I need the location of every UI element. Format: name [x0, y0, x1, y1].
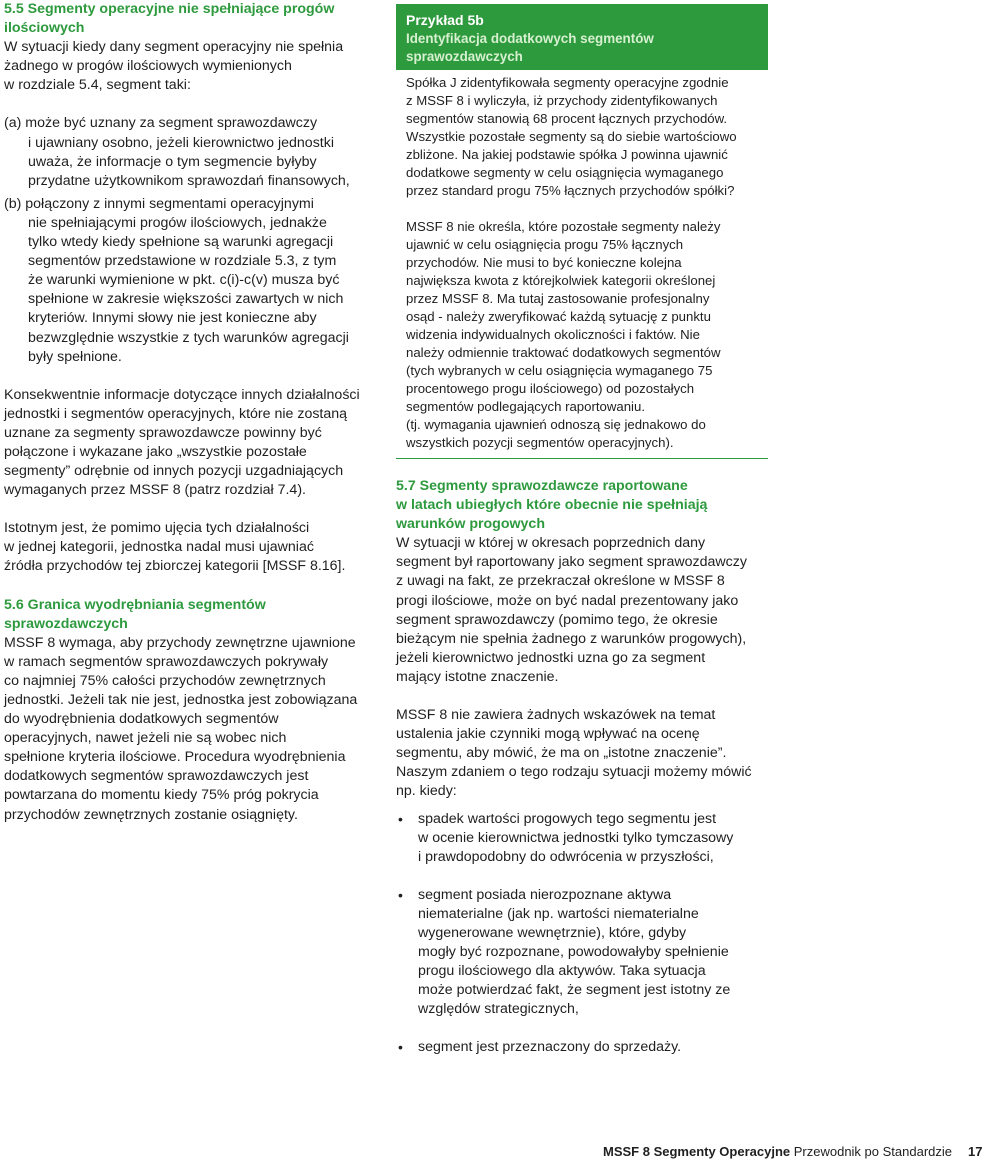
bullet-item — [396, 810, 768, 867]
text-line: W sytuacji kiedy dany segment operacyjny nie spełnia — [4, 39, 344, 56]
text-line: przychodów. Nie musi to być konieczne kolejna — [406, 255, 682, 270]
text-line: segmentu, aby mówić, że ma on „istotne znaczenie”. — [396, 745, 727, 762]
text-line: żadnego w progów ilościowych wymienionych — [4, 58, 292, 75]
bullet-marker: • — [398, 810, 403, 827]
text-line: MSSF 8 wymaga, aby przychody zewnętrzne ujawnione — [4, 634, 356, 651]
text-line: (a) może być uznany za segment sprawozdawczy — [4, 115, 318, 132]
text-line: co najmniej 75% całości przychodów zewnętrznych — [4, 672, 326, 689]
text-line: segmentów stanowią 68 procent łącznych przychodów. — [406, 111, 728, 126]
text-line: mogły być rozpoznane, powodowałyby spełnienie — [418, 944, 729, 961]
text-line: kryteriów. Innymi słowy nie jest konieczne aby — [28, 310, 317, 327]
page-number: 17 — [968, 1144, 982, 1159]
section-5-6-body — [4, 634, 372, 825]
text-line: segmenty” odrębnie od innych pozycji uzgadniających — [4, 463, 344, 480]
footer-title-bold: MSSF 8 Segmenty Operacyjne — [603, 1144, 791, 1159]
section-5-7-body — [396, 534, 768, 687]
text-line: niematerialne (jak np. wartości niematerialne — [418, 905, 699, 922]
text-line: zbliżone. Na jakiej podstawie spółka J powinna ujawnić — [406, 147, 728, 162]
example-title: Przykład 5b — [406, 12, 484, 28]
text-line: segmentów przedstawione w rozdziale 5.3, z tym — [28, 253, 337, 270]
text-line: największa kwota z którejkolwiek kategorii określonej — [406, 273, 716, 288]
footer-title-rest: Przewodnik po Standardzie — [790, 1144, 952, 1159]
text-line: W sytuacji w której w okresach poprzednich dany — [396, 535, 706, 552]
example-subtitle — [406, 30, 758, 66]
section-5-5-heading — [4, 0, 372, 38]
text-line: może potwierdzać fakt, że segment jest istotny ze — [418, 982, 731, 999]
text-line: segment sprawozdawczy (pomimo tego, że okresie — [396, 611, 718, 628]
text-line: Wszystkie pozostałe segmenty są do siebie wartościowo — [406, 129, 737, 144]
text-line: MSSF 8 nie określa, które pozostałe segmenty należy — [406, 219, 721, 234]
text-line: osąd - należy zweryfikować każdą sytuację z punktu — [406, 309, 711, 324]
heading-line: 5.6 Granica wyodrębniania segmentów — [4, 596, 266, 613]
text-line: połączone i wykazane jako „wszystkie pozostałe — [4, 443, 307, 460]
text-line: progi ilościowe, może on być nadal prezentowany jako — [396, 592, 739, 609]
text-line: (b) połączony z innymi segmentami operacyjnymi — [4, 195, 314, 212]
text-line: przez standard progu 75% łącznych przychodów spółki? — [406, 183, 735, 198]
text-line: powtarzana do momentu kiedy 75% próg pokrycia — [4, 787, 319, 804]
text-line: z uwagi na fakt, ze przekraczał określone w MSSF 8 — [396, 573, 725, 590]
text-line: dodatkowe segmenty w celu osiągnięcia wymaganego — [406, 165, 724, 180]
text-line: segment posiada nierozpoznane aktywa — [418, 886, 672, 903]
text-line: widzenia indywidualnych okoliczności i faktów. Nie — [406, 327, 700, 342]
heading-line: w latach ubiegłych które obecnie nie spełniają — [396, 497, 708, 514]
example-body — [396, 70, 768, 452]
bullet-item — [396, 1038, 768, 1057]
left-column — [4, 0, 372, 825]
paragraph-consequently — [4, 386, 372, 501]
text-line: (tych wybranych w celu osiągnięcia wymaganego 75 — [406, 363, 713, 378]
text-line: jeżeli kierownictwo jednostki uzna go za segment — [396, 649, 706, 666]
text-line: nie spełniającymi progów ilościowych, jednakże — [28, 214, 327, 231]
text-line: segment jest przeznaczony do sprzedaży. — [418, 1039, 682, 1056]
text-line: wymaganych przez MSSF 8 (patrz rozdział 7.4). — [4, 482, 306, 499]
subtitle-line: sprawozdawczych — [406, 49, 523, 64]
text-line: uznane za segmenty sprawozdawcze powinny być — [4, 424, 322, 441]
text-line: do wyodrębnienia dodatkowych segmentów — [4, 711, 279, 728]
text-line: segmentów podlegających raportowaniu. — [406, 399, 645, 414]
text-line: Istotnym jest, że pomimo ujęcia tych działalności — [4, 520, 310, 537]
text-line: uważa, że informacje o tym segmencie byłyby — [28, 153, 317, 170]
text-line: względów strategicznych, — [418, 1001, 579, 1018]
text-line: dodatkowych segmentów sprawozdawczych jest — [4, 768, 309, 785]
section-5-7-heading — [396, 477, 768, 534]
text-line: mający istotne znaczenie. — [396, 668, 559, 685]
text-line: procentowego progu ilościowego) od pozostałych — [406, 381, 695, 396]
text-line: jednostki i segmentów operacyjnych, które nie zostaną — [4, 405, 348, 422]
text-line: ustalenia jakie czynniki mogą wpływać na ocenę — [396, 726, 700, 743]
text-line: Konsekwentnie informacje dotyczące innych działalności — [4, 386, 360, 403]
page-footer — [603, 1143, 982, 1161]
text-line: i ujawniany osobno, jeżeli kierownictwo jednostki — [28, 134, 334, 151]
text-line: wygenerowane wewnętrznie), które, gdyby — [418, 924, 687, 941]
right-column — [396, 0, 768, 1058]
bullet-item — [396, 886, 768, 1020]
text-line: progu ilościowego dla aktywów. Taka sytuacja — [418, 963, 706, 980]
text-line: przydatne użytkownikom sprawozdań finansowych, — [28, 172, 350, 189]
text-line: Naszym zdaniem o tego rodzaju sytuacji możemy mówić — [396, 764, 752, 781]
text-line: jednostki. Jeżeli tak nie jest, jednostka jest zobowiązana — [4, 692, 358, 708]
text-line: były spełnione. — [28, 348, 122, 365]
example-header — [396, 4, 768, 70]
text-line: spełnione w zakresie większości zawartych w nich — [28, 291, 344, 308]
text-line: w ocenie kierownictwa jednostki tylko tymczasowy — [418, 829, 734, 846]
text-line: spadek wartości progowych tego segmentu jest — [418, 810, 717, 827]
text-line: wszystkich pozycji segmentów operacyjnych). — [406, 435, 674, 450]
heading-line: ilościowych — [4, 20, 85, 37]
example-question — [406, 74, 768, 200]
text-line: np. kiedy: — [396, 783, 457, 800]
text-line: MSSF 8 nie zawiera żadnych wskazówek na temat — [396, 707, 716, 724]
text-line: segment był raportowany jako segment sprawozdawczy — [396, 554, 747, 571]
bullet-marker: • — [398, 886, 403, 903]
text-line: ujawnić w celu osiągnięcia progu 75% łącznych — [406, 237, 684, 252]
list-item-b — [4, 195, 372, 367]
text-line: w ramach segmentów sprawozdawczych pokrywały — [4, 653, 329, 670]
text-line: Spółka J zidentyfikowała segmenty operacyjne zgodnie — [406, 75, 729, 90]
section-5-6-heading — [4, 596, 372, 634]
list-item-a — [4, 114, 372, 190]
text-line: należy odmiennie traktować dodatkowych segmentów — [406, 345, 721, 360]
subtitle-line: Identyfikacja dodatkowych segmentów — [406, 31, 654, 46]
paragraph-important — [4, 519, 372, 576]
text-line: bieżącym nie spełnia żadnego z warunków progowych), — [396, 630, 747, 647]
text-line: w jednej kategorii, jednostka nadal musi ujawniać — [4, 539, 314, 556]
text-line: spełnione kryteria ilościowe. Procedura wyodrębnienia — [4, 749, 346, 766]
paragraph-no-guidance — [396, 706, 768, 801]
heading-line: warunków progowych — [396, 516, 545, 533]
text-line: źródła przychodów tej zbiorczej kategorii [MSSF 8.16]. — [4, 558, 346, 575]
text-line: w rozdziale 5.4, segment taki: — [4, 77, 191, 94]
text-line: operacyjnych, nawet jeżeli nie są wobec nich — [4, 730, 287, 747]
text-line: (tj. wymagania ujawnień odnoszą się jednakowo do — [406, 417, 706, 432]
heading-line: 5.7 Segmenty sprawozdawcze raportowane — [396, 478, 688, 494]
text-line: przychodów zewnętrznych zostanie osiągnięty. — [4, 806, 298, 823]
bullet-marker: • — [398, 1039, 403, 1056]
heading-line: 5.5 Segmenty operacyjne nie spełniające progów — [4, 1, 335, 17]
example-answer — [406, 218, 768, 452]
example-box — [396, 4, 768, 459]
text-line: przez MSSF 8. Ma tutaj zastosowanie profesjonalny — [406, 291, 710, 306]
text-line: że warunki wymienione w pkt. c(i)-c(v) musza być — [28, 272, 340, 289]
text-line: i prawdopodobny do odwrócenia w przyszłości, — [418, 848, 714, 865]
heading-line: sprawozdawczych — [4, 615, 128, 632]
text-line: bezwzględnie wszystkie z tych warunków agregacji — [28, 329, 349, 346]
text-line: z MSSF 8 i wyliczyła, iż przychody zidentyfikowanych — [406, 93, 718, 108]
section-5-5-intro — [4, 38, 372, 95]
text-line: tylko wtedy kiedy spełnione są warunki agregacji — [28, 234, 334, 251]
